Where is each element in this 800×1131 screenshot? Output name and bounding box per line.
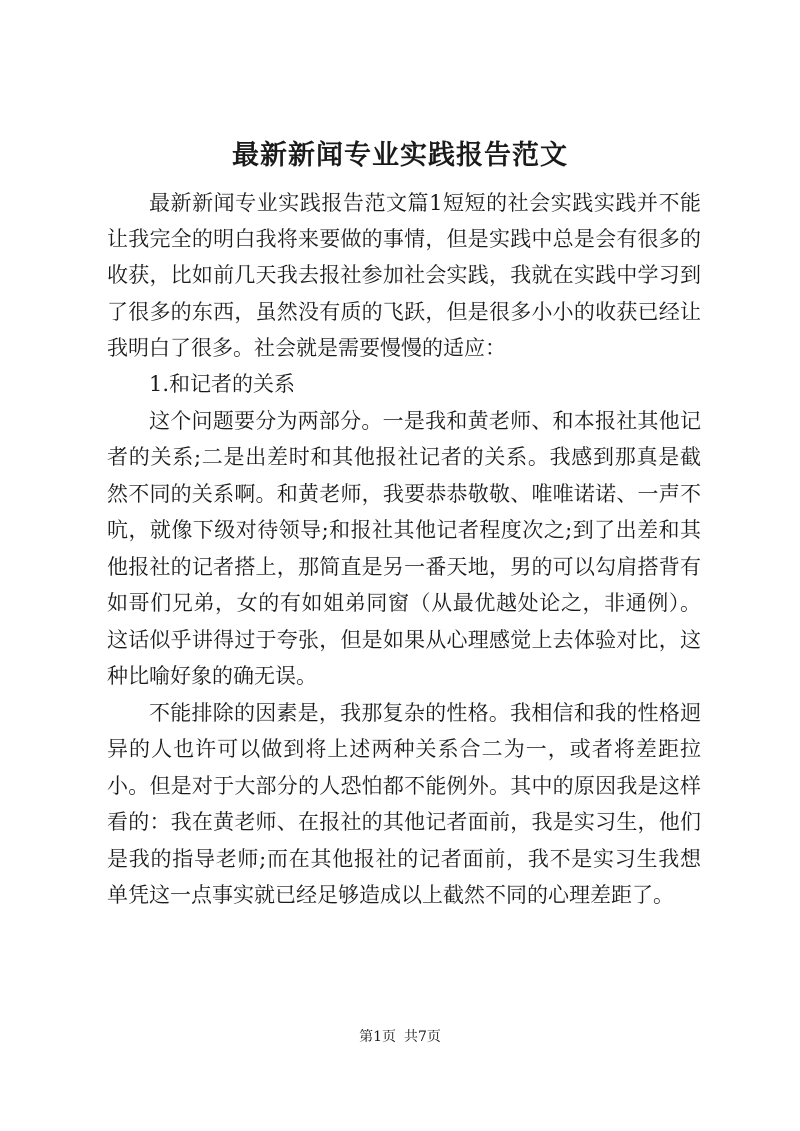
page-number: 第1页 (359, 1029, 396, 1045)
document-title: 最新新闻专业实践报告范文 (232, 140, 568, 171)
paragraph-relations: 这个问题要分为两部分。一是我和黄老师、和本报社其他记者的关系;二是出差时和其他报社记者的关系。我感到那真是截然不同的关系啊。和黄老师，我要恭恭敬敬、唯唯诺诺、一声不吭，就像下级对待领导;和报社其他记者程度次之;到了出差和其他报社的记者搭上，那简直是另一番天地，男的可以勾肩搭背有如哥们兄弟，女的有如姐弟同窗（从最优越处论之，非通例）。这话似乎讲得过于夸张，但是如果从心理感觉上去体验对比，这种比喻好象的确无误。 (107, 408, 701, 689)
document-body (107, 185, 701, 914)
page-footer (0, 1027, 800, 1047)
paragraph-heading-1: 1.和记者的关系 (149, 372, 296, 397)
paragraph-personality: 不能排除的因素是，我那复杂的性格。我相信和我的性格迥异的人也许可以做到将上述两种关系合二为一，或者将差距拉小。但是对于大部分的人恐怕都不能例外。其中的原因我是这样看的：我在黄老师、在报社的其他记者面前，我是实习生，他们是我的指导老师;而在其他报社的记者面前，我不是实习生我想单凭这一点事实就已经足够造成以上截然不同的心理差距了。 (107, 700, 701, 908)
paragraph-intro: 最新新闻专业实践报告范文篇1短短的社会实践实践并不能让我完全的明白我将来要做的事情，但是实践中总是会有很多的收获，比如前几天我去报社参加社会实践，我就在实践中学习到了很多的东西，虽然没有质的飞跃，但是很多小小的收获已经让我明白了很多。社会就是需要慢慢的适应： (107, 191, 701, 360)
page-total: 共7页 (404, 1029, 441, 1045)
